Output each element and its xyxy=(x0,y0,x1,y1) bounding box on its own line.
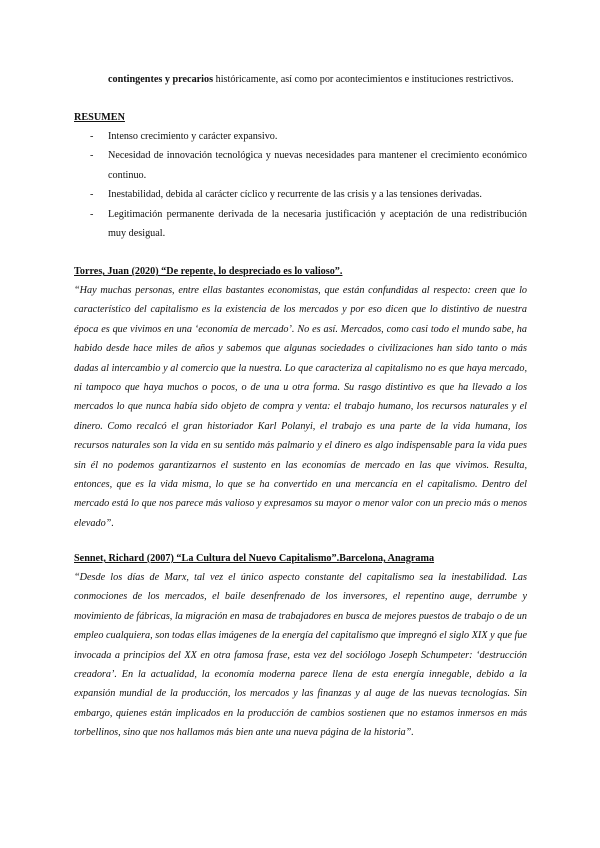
intro-paragraph xyxy=(108,70,527,89)
list-item xyxy=(74,205,527,244)
bullet-dash: - xyxy=(90,150,94,162)
list-item-text: Intenso crecimiento y carácter expansivo. xyxy=(108,131,278,142)
bullet-dash: - xyxy=(90,208,94,220)
resumen-heading: RESUMEN xyxy=(74,112,125,123)
list-item xyxy=(74,185,527,204)
torres-quote: “Hay muchas personas, entre ellas bastantes economistas, que están confundidas al respecto: creen que lo característico del capitalismo es la existencia de los mercados y por eso dicen que lo distintivo de nuestra época es que vivimos en una ‘economía de mercado’. No es así. Mercados, como casi todo el mundo sabe, ha habido desde hace miles de años y sabemos que algunas sociedades o civilizaciones han sido tanto o más dadas al intercambio y al comercio que la nuestra. Lo que caracteriza al capitalismo no es que haya mercado, ni tampoco que haya muchos o pocos, o de una u otra forma. Su rasgo distintivo es que ha llevado a los mercados lo que nunca había sido objeto de compra y venta: el trabajo humano, los recursos naturales y el dinero. Como recalcó el gran historiador Karl Polanyi, el trabajo es una parte de la vida humana, los recursos naturales son la vida en su sentido más palmario y el dinero es algo indispensable para la vida pues sin él no podemos garantizarnos el sustento en las economías de mercado en las que vivimos. Resulta, entonces, que es la vida misma, lo que se ha convertido en una mercancía en el capitalismo. Dentro del mercado está lo que nos parece más valioso y expresamos su mayor o menor valor con un precio más o menos elevado”. xyxy=(74,285,527,529)
list-item-text: Legitimación permanente derivada de la necesaria justificación y aceptación de una redistribución muy desigual. xyxy=(108,208,527,240)
bullet-dash: - xyxy=(90,131,94,142)
sennet-quote: “Desde los días de Marx, tal vez el único aspecto constante del capitalismo sea la inestabilidad. Las conmociones de los mercados, el baile desenfrenado de los inversores, el repentino auge, derrumbe y movimiento de fábricas, la migración en masa de trabajadores en busca de mejores puestos de trabajo o de un empleo cualquiera, son todas ellas imágenes de la energía del capitalismo que impregnó el siglo XIX y que fue invocada a principios del XX en otra famosa frase, esta vez del sociólogo Joseph Schumpeter: ‘destrucción creadora’. En la actualidad, la economía moderna parece llena de esta energía innegable, debido a la expansión mundial de la producción, los mercados y las finanzas y al auge de las nuevas tecnologías. Sin embargo, quienes están implicados en la producción de cambios sostienen que no estamos inmersos en más torbellinos, sino que nos hallamos más bien ante una nueva página de la historia”. xyxy=(74,572,527,739)
intro-text: históricamente, así como por acontecimientos e instituciones restrictivos. xyxy=(213,74,514,85)
list-item xyxy=(74,146,527,185)
list-item xyxy=(74,127,527,146)
torres-citation-heading: Torres, Juan (2020) “De repente, lo despreciado es lo valioso”. xyxy=(74,266,343,277)
list-item-text: Inestabilidad, debida al carácter cíclico y recurrente de las crisis y a las tensiones derivadas. xyxy=(108,189,482,201)
intro-bold-text: contingentes y precarios xyxy=(108,74,214,85)
resumen-list xyxy=(74,127,527,243)
list-item-text: Necesidad de innovación tecnológica y nuevas necesidades para mantener el crecimiento económico continuo. xyxy=(108,150,527,181)
sennet-citation-heading: Sennet, Richard (2007) “La Cultura del Nuevo Capitalismo”.Barcelona, Anagrama xyxy=(74,553,435,564)
bullet-dash: - xyxy=(90,189,94,201)
